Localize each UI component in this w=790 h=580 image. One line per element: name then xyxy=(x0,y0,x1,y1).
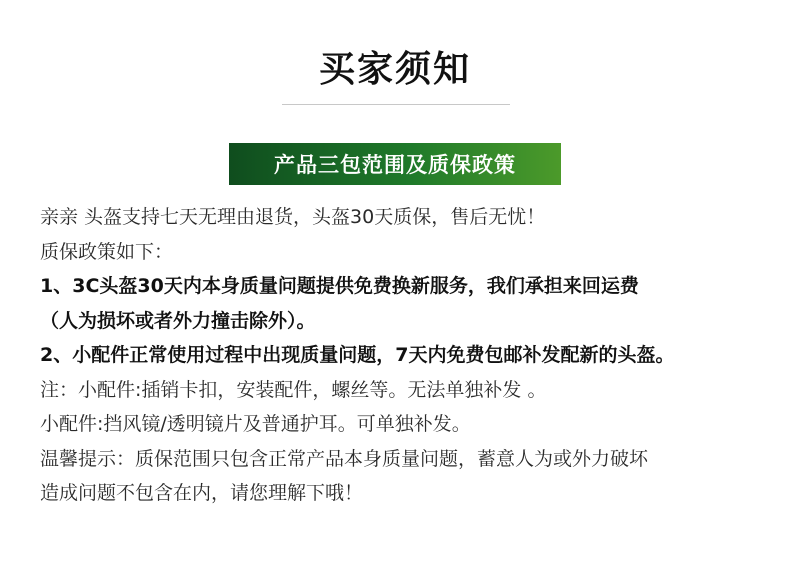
section-title: 产品三包范围及质保政策 xyxy=(274,153,516,177)
policy-line: 质保政策如下： xyxy=(40,240,174,263)
policy-text xyxy=(40,200,770,511)
policy-line: 亲亲 头盔支持七天无理由退货，头盔30天质保，售后无忧！ xyxy=(40,206,546,228)
policy-line: 1、3C头盔30天内本身质量问题提供免费换新服务，我们承担来回运费 xyxy=(40,275,639,297)
policy-line: 注：小配件:插销卡扣，安装配件，螺丝等。无法单独补发 。 xyxy=(40,378,547,401)
policy-line: 2、小配件正常使用过程中出现质量问题，7天内免费包邮补发配新的头盔。 xyxy=(40,344,675,366)
policy-line: 温馨提示：质保范围只包含正常产品本身质量问题，蓄意人为或外力破坏 xyxy=(40,447,649,470)
policy-line: 造成问题不包含在内，请您理解下哦！ xyxy=(40,482,364,504)
policy-line: 小配件:挡风镜/透明镜片及普通护耳。可单独补发。 xyxy=(40,413,471,435)
title-divider xyxy=(282,104,510,105)
policy-line: （人为损坏或者外力撞击除外）。 xyxy=(40,309,316,332)
section-banner xyxy=(229,143,561,185)
page-title: 买家须知 xyxy=(318,49,471,90)
